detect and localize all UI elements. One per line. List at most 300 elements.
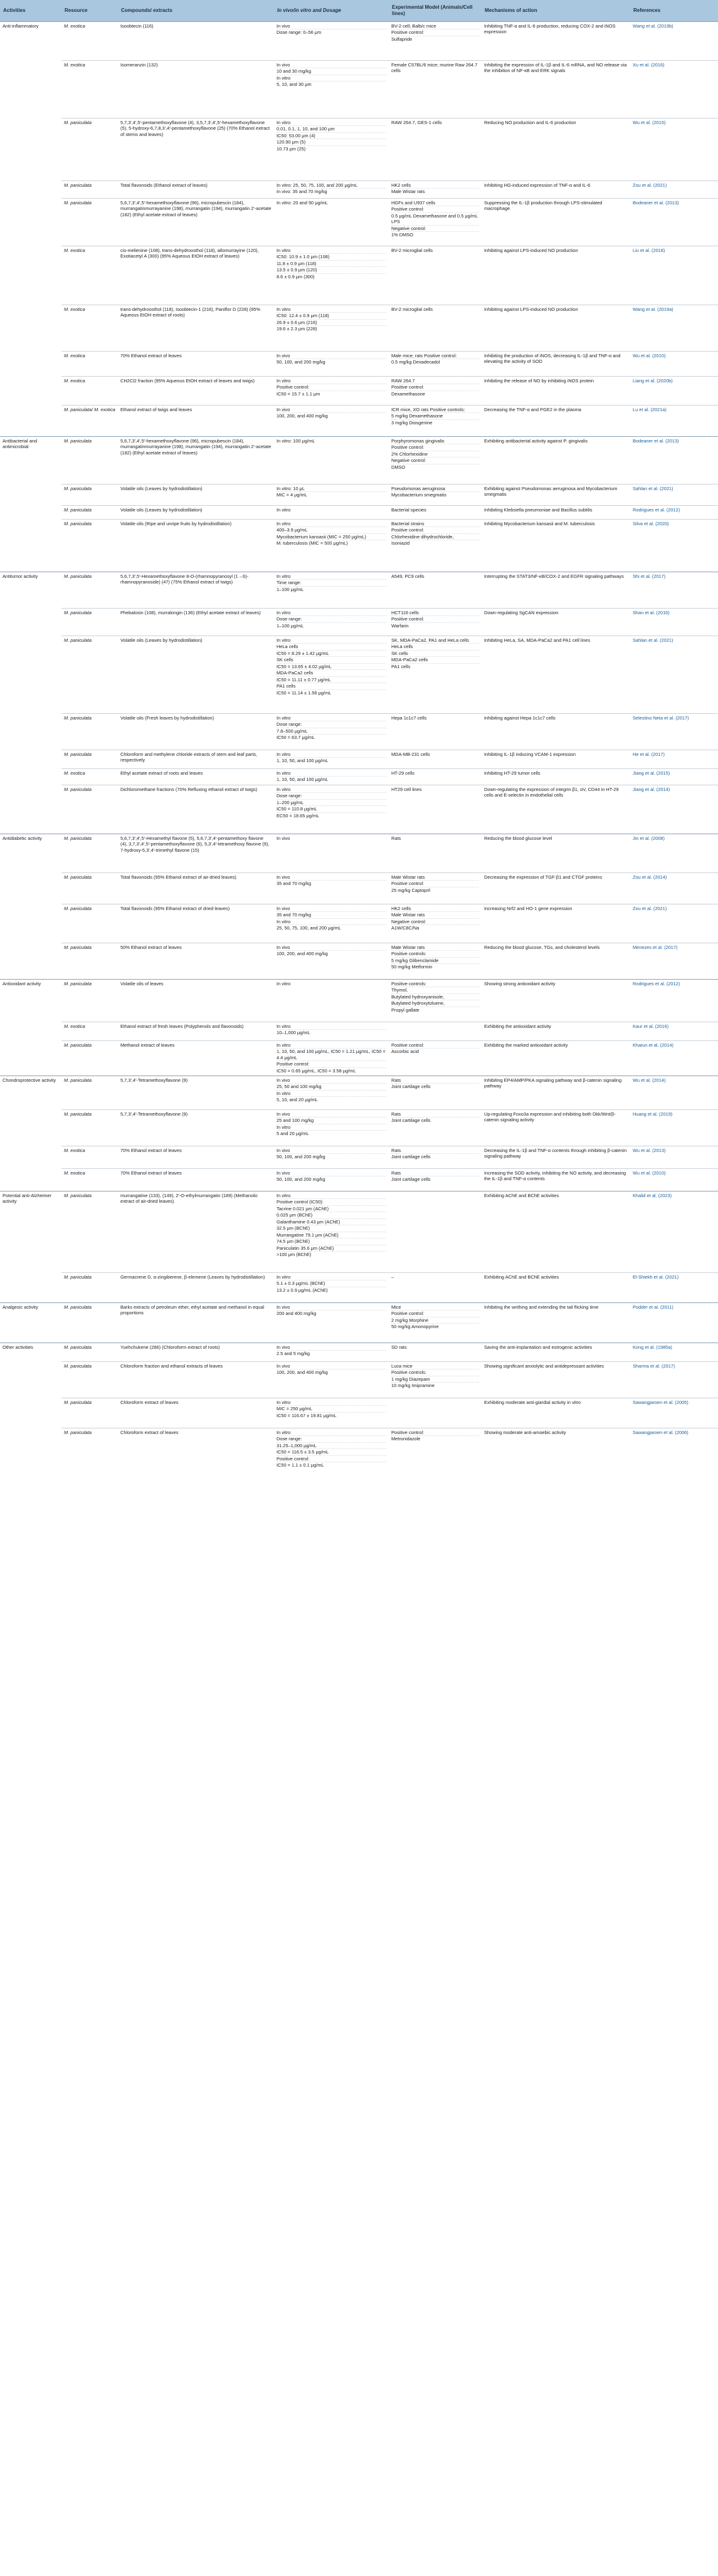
cell-dosage-line: In vivo [277,1148,386,1154]
cell-activity [0,1146,61,1169]
cell-resource [61,904,118,943]
cell-model [389,377,482,406]
cell-model-line: HK2 cells [391,906,479,912]
cell-model [389,484,482,506]
cell-dosage [274,1169,389,1191]
cell-reference[interactable] [630,636,718,714]
cell-mechanism [482,22,630,61]
cell-model-line: Positive controls: [391,981,479,987]
cell-reference-line: Sahlan et al. (2021) [633,486,673,491]
table-row [0,406,718,437]
cell-resource-line: M. paniculata [64,945,92,950]
cell-reference[interactable] [630,377,718,406]
cell-resource-line: M. exotica [64,1148,85,1153]
cell-activity [0,61,61,118]
cell-dosage-line: In vitro [277,1400,386,1406]
cell-activity [0,520,61,572]
cell-reference-line: Kong et al. (1985a) [633,1344,672,1350]
cell-dosage-line: In vivo [277,1344,386,1351]
cell-reference[interactable] [630,785,718,834]
cell-resource [61,61,118,118]
cell-reference[interactable] [630,1076,718,1110]
cell-compounds-line: Methanol extract of leaves [120,1042,175,1048]
cell-dosage-line: In vivo [277,906,386,912]
cell-dosage-line: Positive control: [277,1456,386,1462]
cell-compounds [118,181,274,199]
cell-model [389,406,482,437]
cell-resource-line: M. paniculata [64,981,92,987]
cell-reference[interactable] [630,1428,718,1480]
cell-dosage-line: In vitro [277,521,386,527]
cell-reference[interactable] [630,873,718,904]
cell-reference-line: Wang et al. (2019b) [633,23,673,29]
cell-reference[interactable] [630,1041,718,1076]
cell-activity [0,1428,61,1480]
cell-dosage [274,714,389,750]
cell-model-line: Bacterial strains [391,521,479,527]
cell-model [389,1169,482,1191]
cell-activity [0,1076,61,1110]
cell-resource-line: M. paniculata [64,751,92,757]
cell-reference[interactable] [630,1343,718,1362]
cell-reference-line: Jiang et al. (2014) [633,787,670,792]
cell-dosage-line: In vitro [277,715,386,721]
cell-dosage-line: EC50 = 18.65 μg/mL [277,812,320,819]
cell-activity [0,785,61,834]
cell-compounds-line: Total flavonoids (95% Ethanol extract of air-dried leaves) [120,874,236,880]
cell-model-line: Rats [391,835,401,841]
cell-compounds [118,750,274,769]
cell-reference-line: Sharma et al. (2017) [633,1363,675,1369]
cell-model [389,980,482,1022]
cell-resource [61,1428,118,1480]
cell-reference[interactable] [630,769,718,785]
cell-model [389,520,482,572]
cell-mechanism-line: Inhibiting HT-29 tumor cells [484,770,541,776]
cell-model-line: 0.5 mg/kg Dexadecadol [391,359,440,365]
cell-dosage-line: IC50 = 8.29 ± 1.42 μg/mL [277,651,386,657]
cell-dosage-line: IC50 = 116.5 ± 3.5 μg/mL [277,1449,386,1455]
cell-resource-line: M. paniculata [64,1344,92,1350]
cell-dosage-line: In vitro [277,770,386,777]
cell-mechanism-line: Reducing NO production and IL-6 production [484,120,576,125]
cell-resource-line: M. paniculata [64,182,92,188]
cell-compounds [118,943,274,980]
cell-model [389,750,482,769]
cell-reference[interactable] [630,1146,718,1169]
cell-dosage-line: 5.1 ± 0.3 μg/mL (BChE) [277,1280,386,1287]
cell-dosage [274,406,389,437]
cell-model-line: Male mice; rats Positive control: [391,353,479,359]
cell-mechanism-line: Exhibiting antibacterial activity against P. gingivalis [484,438,588,444]
cell-reference[interactable] [630,520,718,572]
cell-compounds-line: Chloroform extract of leaves [120,1430,179,1435]
cell-dosage-line: 10.73 μm (25) [277,145,306,152]
cell-model-line: Butylated hydroxytoluene, [391,1000,479,1007]
cell-dosage [274,437,389,484]
cell-compounds [118,572,274,609]
cell-dosage-line: In vitro [277,1042,386,1049]
cell-reference[interactable] [630,22,718,61]
cell-dosage-line: HeLa cells [277,644,386,650]
cell-dosage [274,1146,389,1169]
cell-compounds-line: 70% Ethanol extract of leaves [120,1148,182,1153]
cell-reference[interactable] [630,352,718,377]
cell-mechanism [482,1398,630,1428]
table-row [0,785,718,834]
cell-compounds [118,352,274,377]
cell-mechanism [482,714,630,750]
cell-model-line: Pseudomonas aeruginosa [391,486,479,492]
cell-reference-line: Huang et al. (2019) [633,1111,673,1117]
cell-mechanism-line: Inhibiting against LPS-induced NO production [484,248,578,253]
cell-dosage-line: Dose range: 0–56 μm [277,29,322,36]
cell-dosage-line: In vitro [277,1193,386,1199]
cell-mechanism [482,199,630,246]
cell-reference[interactable] [630,1303,718,1343]
cell-dosage [274,1110,389,1146]
cell-activity [0,377,61,406]
cell-dosage [274,1273,389,1303]
cell-dosage [274,520,389,572]
cell-mechanism-line: Inhibiting the production of iNOS, decreasing IL-1β and TNF-α and elevating the activity of SOD [484,353,621,365]
cell-reference-line: Wang et al. (2019a) [633,306,673,312]
cell-compounds [118,714,274,750]
cell-compounds [118,1362,274,1398]
cell-model-line: HT-29 cells [391,770,414,776]
cell-dosage-line: In vitro [277,306,386,313]
table-row [0,572,718,609]
cell-dosage-line: In vivo [277,1111,386,1118]
cell-model [389,246,482,305]
cell-compounds-line: trans-dehydroosthol (118), Isoobtecin-1 (216), Paniflor D (228) (95% Aqueous EtOH extract of roots) [120,306,260,318]
cell-dosage-line: In vivo: 35 and 70 mg/kg [277,189,327,195]
cell-resource [61,572,118,609]
cell-reference[interactable] [630,181,718,199]
cell-mechanism [482,1428,630,1480]
cell-model-line: Ascorbic acid [391,1049,419,1055]
cell-resource-line: M. paniculata [64,486,92,491]
cell-model-line: 50 mg/kg Metformin [391,964,433,970]
cell-reference-line: Sawangjaroen et al. (2006) [633,1430,689,1435]
header-compounds[interactable]: Compounds/ extracts [118,0,274,22]
cell-reference[interactable] [630,1022,718,1041]
cell-dosage [274,1428,389,1480]
cell-reference[interactable] [630,1191,718,1273]
cell-mechanism-line: Inhibiting Klebsiella pneumoniae and Bacillus subtilis [484,507,593,513]
cell-reference[interactable] [630,943,718,980]
cell-model-line: HCT116 cells [391,610,479,616]
cell-mechanism-line: Exhibiting the antioxidant activity [484,1024,551,1029]
cell-reference[interactable] [630,904,718,943]
cell-resource [61,520,118,572]
cell-resource [61,377,118,406]
cell-resource [61,1110,118,1146]
cell-reference[interactable] [630,1110,718,1146]
cell-activity [0,352,61,377]
cell-dosage-line: In vitro [277,507,291,513]
cell-dosage-line: Positive control: [277,384,386,390]
cell-resource-line: M. exotica [64,62,85,68]
cell-dosage-line: >100 μm (BChE) [277,1252,312,1258]
cell-reference[interactable] [630,1362,718,1398]
cell-model-line: DMSO [391,464,406,470]
cell-reference-line: Rodrigues et al. (2012) [633,981,680,987]
cell-model [389,118,482,181]
cell-reference[interactable] [630,1169,718,1191]
cell-activity [0,980,61,1022]
cell-dosage [274,118,389,181]
cell-mechanism [482,636,630,714]
cell-model-line: Rats [391,1148,479,1154]
cell-compounds-line: Isomeranzin (132) [120,62,158,68]
cell-dosage-line: Tacrine 0.021 μm (AChE) [277,1206,386,1212]
cell-model-line: Propyl gallate [391,1007,420,1013]
cell-activity [0,636,61,714]
cell-mechanism-line: Showing moderate anti-amoebic activity [484,1430,566,1435]
cell-dosage [274,980,389,1022]
cell-dosage-line: In vitro [277,919,386,925]
cell-reference[interactable] [630,980,718,1022]
cell-dosage-line: 2.5 and 5 mg/kg [277,1351,310,1357]
cell-resource [61,1343,118,1362]
cell-resource [61,714,118,750]
cell-dosage-line: In vitro: 100 μg/mL [277,438,315,444]
cell-reference-line: Sahlan et al. (2021) [633,637,673,643]
cell-model [389,1398,482,1428]
cell-model-line: Warfarin [391,622,409,629]
cell-mechanism-line: Showing significant anxiolytic and antidepressant activities [484,1363,604,1369]
cell-dosage-line: Mycobacterium kansasii (MIC = 250 μg/mL) [277,534,386,540]
cell-dosage-line: 7.8–500 μg/mL [277,728,386,735]
cell-compounds-line: 5,7,3′,4′-Tetramethoxyflavone (9) [120,1111,188,1117]
cell-reference[interactable] [630,61,718,118]
cell-compounds [118,520,274,572]
cell-model [389,1041,482,1076]
cell-activity [0,305,61,352]
cell-resource-line: M. paniculata [64,835,92,841]
header-resource[interactable]: Resource [61,0,118,22]
cell-reference[interactable] [630,506,718,520]
cell-activity-line: Potential anti-Alzheimer activity [3,1193,52,1205]
cell-model-line: Negative control: [391,919,479,925]
cell-dosage-line: In vivo [277,1363,386,1369]
cell-mechanism-line: Suppressing the IL-1β production through LPS-stimulated macrophage [484,200,603,212]
cell-model [389,834,482,873]
cell-compounds-line: Total flavonoids (Ethanol extract of leaves) [120,182,208,188]
cell-compounds-line: Isoobtecin (116) [120,23,154,29]
cell-model-line: Positive control: [391,444,479,451]
cell-activity [0,1362,61,1398]
cell-dosage-line: In vitro [277,610,386,616]
cell-dosage-line: 50, 100, and 200 mg/kg [277,1154,325,1160]
cell-dosage-line: Galanthamine 0.43 μm (AChE) [277,1219,386,1225]
cell-dosage [274,1362,389,1398]
table-row [0,1273,718,1303]
cell-reference[interactable] [630,484,718,506]
cell-compounds-line: Phebalosin (108), murralongin (136) (Ethyl acetate extract of leaves) [120,610,261,615]
cell-dosage [274,636,389,714]
cell-dosage [274,1303,389,1343]
table-row [0,714,718,750]
cell-mechanism-line: Inhibiting IL-1β inducing VCAM-1 expression [484,751,576,757]
cell-activity [0,1041,61,1076]
cell-compounds-line: Total flavonoids (95% Ethanol extract of dried leaves) [120,906,230,911]
cell-activity [0,199,61,246]
cell-activity [0,873,61,904]
cell-model-line: 1% DMSO [391,232,413,238]
cell-resource-line: M. paniculata [64,874,92,880]
cell-mechanism-line: Showing strong antioxidant activity [484,981,556,987]
cell-resource [61,352,118,377]
cell-dosage-line: 11.8 ± 0.9 μm (118) [277,261,386,267]
cell-activity [0,750,61,769]
cell-reference[interactable] [630,714,718,750]
table-row [0,61,718,118]
cell-dosage-line: 25, 50, 75, 100, and 200 μg/mL [277,925,341,931]
header-mechanism[interactable]: Mechanisms of action [482,0,630,22]
cell-reference-line: Zou et al. (2021) [633,906,667,911]
cell-mechanism-line: Reducing the blood glucose, TGs, and cholesterol levels [484,945,600,950]
cell-activity [0,834,61,873]
cell-mechanism-line: Inhibiting TNF-α and IL-6 production, reducing COX-2 and iNOS expression [484,23,616,35]
cell-model [389,769,482,785]
cell-activity-line: Chondroprotective activity [3,1077,56,1083]
cell-model-line: Thymol, [391,987,479,993]
cell-mechanism [482,1343,630,1362]
cell-model-line: Male Wistar rats [391,874,479,881]
cell-dosage [274,506,389,520]
cell-model [389,1191,482,1273]
cell-resource [61,769,118,785]
cell-activity [0,406,61,437]
header-references[interactable]: References [630,0,718,22]
cell-activity-line: Analgesic activity [3,1304,38,1310]
cell-model-line: Metronidazole [391,1436,421,1442]
cell-dosage-line: 35 and 70 mg/kg [277,881,312,887]
cell-mechanism [482,1362,630,1398]
cell-dosage [274,834,389,873]
cell-activity [0,609,61,636]
cell-model [389,352,482,377]
cell-reference-line: Wu et al. (2010) [633,1170,666,1176]
cell-resource [61,484,118,506]
cell-reference[interactable] [630,437,718,484]
header-activities[interactable]: Activities [0,0,61,22]
cell-reference-line: El-Shiekh et al. (2021) [633,1274,679,1280]
cell-reference-line: Wu et al. (2013) [633,1148,666,1153]
cell-dosage-line: IC50: 12.4 ± 0.9 μm (118) [277,313,386,319]
cell-activity [0,1191,61,1273]
cell-mechanism [482,246,630,305]
cell-resource [61,406,118,437]
cell-dosage-line: In vitro [277,751,386,758]
cell-reference[interactable] [630,750,718,769]
cell-dosage-line: 1, 10, 50, and 100 μg/mL, IC50 = 1.21 μg/mL, IC50 = 4.4 μg/mL [277,1049,386,1060]
cell-mechanism-line: Inhibiting the writhing and extending the tail flicking time [484,1304,599,1310]
cell-compounds-line: Ethanol extract of twigs and leaves [120,407,193,412]
cell-dosage [274,1041,389,1076]
cell-reference[interactable] [630,572,718,609]
cell-dosage [274,769,389,785]
cell-model-line: BV-2 cell; Balb/c mice [391,23,479,29]
cell-reference[interactable] [630,1273,718,1303]
cell-reference[interactable] [630,246,718,305]
cell-reference-line: Jiang et al. (2015) [633,770,670,776]
cell-model-line: SD rats [391,1344,407,1350]
cell-activity [0,22,61,61]
cell-dosage-line: 100, 200, and 400 mg/kg [277,951,328,957]
cell-reference[interactable] [630,118,718,181]
cell-compounds [118,834,274,873]
cell-dosage-line: In vitro [277,981,291,987]
cell-model-line: 1 mg/kg Diazepam [391,1376,479,1383]
cell-compounds [118,1076,274,1110]
cell-model-line: Rats [391,1077,479,1084]
cell-mechanism [482,750,630,769]
table-row [0,1428,718,1480]
cell-activity-line: Antitumor activity [3,573,38,579]
cell-dosage-line: In vitro: 25, 50, 75, 100, and 200 μg/mL [277,182,386,189]
header-model[interactable]: Experimental Model (Animals/Cell lines) [389,0,482,22]
cell-resource-line: M. paniculata [64,120,92,125]
cell-model-line: 2% Chlorhexidine [391,451,479,458]
cell-dosage [274,750,389,769]
cell-reference[interactable] [630,305,718,352]
cell-model-line: Positive control: [391,1311,479,1317]
table-row [0,904,718,943]
cell-compounds [118,305,274,352]
cell-resource [61,943,118,980]
cell-model [389,904,482,943]
cell-reference[interactable] [630,609,718,636]
cell-resource [61,1362,118,1398]
cell-model-line: Positive control: [391,1042,479,1049]
cell-model [389,785,482,834]
cell-dosage-line: IC50 = 15.7 ± 1.1 μm [277,390,320,397]
table-row [0,609,718,636]
cell-reference[interactable] [630,406,718,437]
cell-reference[interactable] [630,834,718,873]
cell-resource [61,1273,118,1303]
cell-resource-line: M. exotica [64,378,85,384]
cell-resource-line: M. paniculata/ M. exotica [64,407,115,412]
cell-dosage-line: In vivo [277,835,290,841]
cell-model-line: SK cells [391,651,479,657]
cell-dosage [274,246,389,305]
cell-model-line: HT29 cell lines [391,787,422,792]
cell-model-line: A1W/C8C/Na [391,925,420,931]
cell-reference[interactable] [630,1398,718,1428]
cell-mechanism [482,572,630,609]
cell-resource [61,1022,118,1041]
cell-reference[interactable] [630,199,718,246]
cell-model-line: – [391,1274,394,1280]
cell-dosage-line: In vitro [277,1274,386,1280]
table-row [0,1076,718,1110]
header-dosage[interactable]: In vivo/in vitro and Dosage [274,0,389,22]
cell-activity [0,1110,61,1146]
cell-compounds [118,1022,274,1041]
cell-reference-line: Shan et al. (2016) [633,610,670,615]
cell-model [389,572,482,609]
cell-model-line: BV-2 microglial cells [391,248,433,253]
cell-dosage [274,305,389,352]
cell-mechanism [482,61,630,118]
cell-model [389,1362,482,1398]
cell-model-line: 3 mg/kg Diosgenine [391,419,433,426]
table-row [0,943,718,980]
